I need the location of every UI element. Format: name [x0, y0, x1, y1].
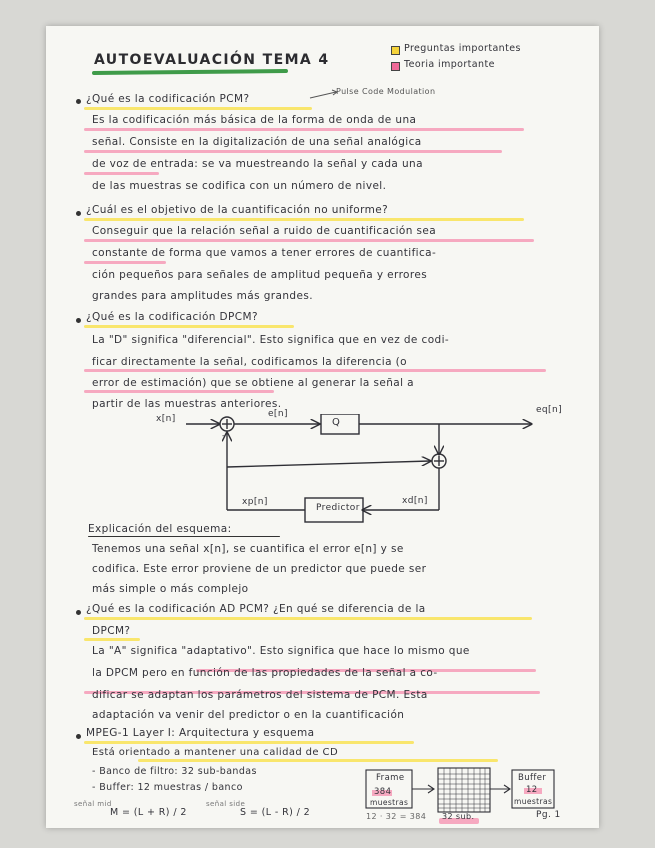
annotation-arrow: [308, 88, 340, 102]
highlight-pink: [84, 369, 546, 372]
highlight-yellow: [84, 107, 312, 110]
non-uniform-line-2: constante de forma que vamos a tener errores de cuantifica-: [92, 247, 437, 259]
pcm-line-3: de voz de entrada: se va muestreando la señal y cada una: [92, 158, 423, 170]
highlight-yellow: [138, 759, 498, 762]
buffer-unit: muestras: [514, 797, 553, 806]
diagram-error-label: e[n]: [268, 409, 288, 419]
explanation-line-3: más simple o más complejo: [92, 583, 249, 595]
formula-m: M = (L + R) / 2: [110, 807, 187, 818]
highlight-yellow: [84, 617, 532, 620]
legend-swatch-theory: [391, 62, 400, 71]
highlight-yellow: [84, 218, 524, 221]
adpcm-line-1: La "A" significa "adaptativo". Esto significa que hace lo mismo que: [92, 645, 470, 657]
bullet: [76, 610, 81, 615]
non-uniform-line-3: ción pequeños para señales de amplitud pequeña y errores: [92, 269, 428, 281]
notebook-page: [46, 26, 599, 828]
mid-signal-label: señal mid: [74, 800, 112, 808]
highlight-pink: [84, 261, 166, 264]
question-pcm: ¿Qué es la codificación PCM?: [86, 93, 250, 105]
dpcm-line-2: ficar directamente la señal, codificamos la diferencia (o: [92, 356, 407, 368]
question-non-uniform: ¿Cuál es el objetivo de la cuantificación no uniforme?: [86, 204, 389, 216]
dpcm-line-4: partir de las muestras anteriores.: [92, 398, 282, 410]
diagram-xp-label: xp[n]: [242, 497, 268, 507]
non-uniform-line-1: Conseguir que la relación señal a ruido de cuantificación sea: [92, 225, 437, 237]
explanation-line-2: codifica. Este error proviene de un predictor que puede ser: [92, 563, 427, 575]
explanation-underline: [88, 536, 280, 537]
explanation-line-1: Tenemos una señal x[n], se cuantifica el error e[n] y se: [92, 543, 404, 555]
frame-title: Frame: [376, 773, 405, 783]
subbands-label: 32 sub.: [442, 812, 475, 821]
dpcm-line-3: error de estimación) que se obtiene al generar la señal a: [92, 377, 415, 389]
dpcm-block-diagram: [91, 414, 561, 539]
diagram-predictor-label: Predictor: [316, 503, 360, 513]
bullet: [76, 99, 81, 104]
highlight-pink: [84, 239, 534, 242]
pcm-line-4: de las muestras se codifica con un número de nivel.: [92, 180, 387, 192]
diagram-minus-sign: -: [222, 431, 226, 440]
adpcm-line-3: dificar se adaptan los parámetros del sistema de PCM. Esta: [92, 689, 428, 701]
question-dpcm: ¿Qué es la codificación DPCM?: [86, 311, 258, 323]
legend-label-questions: Preguntas importantes: [404, 43, 521, 54]
side-signal-label: señal side: [206, 800, 246, 808]
highlight-yellow: [84, 325, 294, 328]
adpcm-line-4: adaptación va venir del predictor o en la cuantificación: [92, 709, 405, 721]
diagram-output-label: eq[n]: [536, 405, 562, 415]
highlight-yellow: [84, 638, 140, 641]
highlight-pink: [84, 128, 524, 131]
mpeg-line-1: Está orientado a mantener una calidad de CD: [92, 747, 339, 758]
buffer-title: Buffer: [518, 773, 547, 783]
question-adpcm-b: DPCM?: [92, 625, 131, 637]
pcm-annotation: Pulse Code Modulation: [336, 87, 436, 96]
mpeg-line-3: - Buffer: 12 muestras / banco: [92, 782, 243, 793]
diagram-xd-label: xd[n]: [402, 496, 428, 506]
non-uniform-line-4: grandes para amplitudes más grandes.: [92, 290, 313, 302]
diagram-input-label: x[n]: [156, 414, 176, 424]
page-number: Pg. 1: [536, 810, 561, 820]
page-title: AUTOEVALUACIÓN TEMA 4: [94, 52, 330, 68]
buffer-value: 12: [526, 785, 538, 795]
highlight-pink: [84, 172, 159, 175]
legend-label-theory: Teoria importante: [404, 59, 495, 70]
bullet: [76, 734, 81, 739]
mpeg-heading: MPEG-1 Layer I: Arquitectura y esquema: [86, 727, 315, 739]
adpcm-line-2: la DPCM pero en función de las propiedades de la señal a co-: [92, 667, 438, 679]
bullet: [76, 318, 81, 323]
highlight-pink: [84, 150, 502, 153]
bullet: [76, 211, 81, 216]
highlight-pink: [84, 390, 274, 393]
dpcm-line-1: La "D" significa "diferencial". Esto significa que en vez de codi-: [92, 334, 450, 346]
question-adpcm-a: ¿Qué es la codificación AD PCM? ¿En qué se diferencia de la: [86, 603, 426, 615]
highlight-yellow: [84, 741, 414, 744]
frame-value: 384: [374, 787, 392, 797]
title-underline: [92, 69, 288, 75]
diagram-quantizer-label: Q: [332, 417, 341, 428]
pcm-line-2: señal. Consiste en la digitalización de una señal analógica: [92, 136, 422, 148]
legend-swatch-questions: [391, 46, 400, 55]
explanation-heading: Explicación del esquema:: [88, 523, 232, 535]
pcm-line-1: Es la codificación más básica de la forma de onda de una: [92, 114, 417, 126]
frame-unit: muestras: [370, 798, 409, 807]
formula-s: S = (L - R) / 2: [240, 807, 311, 818]
mpeg-line-2: - Banco de filtro: 32 sub-bandas: [92, 766, 257, 777]
frame-calc: 12 · 32 = 384: [366, 812, 427, 821]
